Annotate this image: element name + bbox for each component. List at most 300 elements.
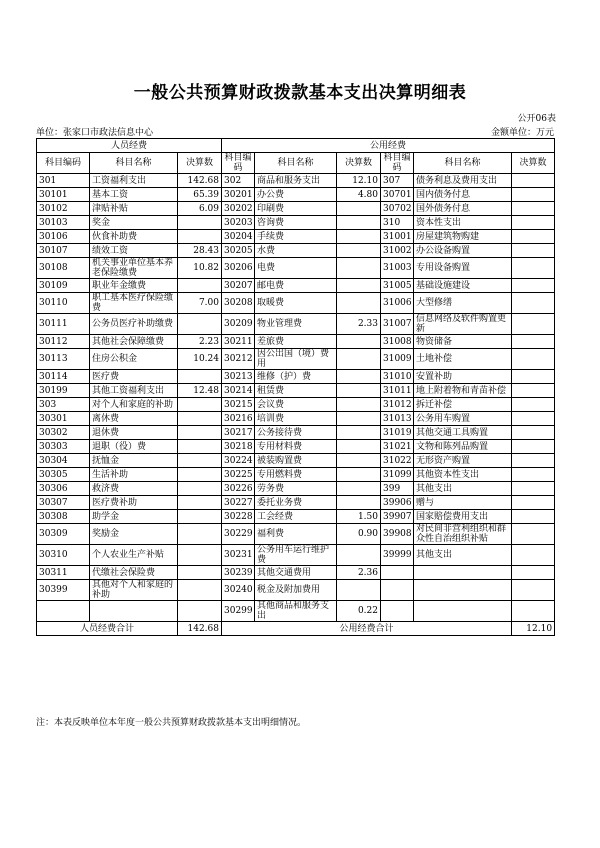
cell-code: 30106 <box>37 230 90 244</box>
cell-amount <box>337 545 381 566</box>
cell-name: 地上附着物和青苗补偿 <box>414 384 512 398</box>
cell-code: 31002 <box>381 244 414 258</box>
cell-code: 30114 <box>37 370 90 384</box>
cell-name: 专用设备购置 <box>414 258 512 279</box>
public-total-amount: 12.10 <box>512 622 555 636</box>
cell-name: 劳务费 <box>255 482 337 496</box>
cell-name: 基本工资 <box>90 188 178 202</box>
cell-amount: 2.33 <box>337 314 381 335</box>
cell-name: 其他交通工具购置 <box>414 426 512 440</box>
cell-name: 对民间非营利组织和群众性自治组织补贴 <box>414 524 512 545</box>
cell-name: 土地补偿 <box>414 349 512 370</box>
table-row <box>37 601 555 622</box>
column-header-code: 科目编码 <box>37 153 90 174</box>
cell-name: 伙食补助费 <box>90 230 178 244</box>
personnel-total-label: 人员经费合计 <box>37 622 178 636</box>
cell-code: 30213 <box>222 370 255 384</box>
cell-name: 医疗费补助 <box>90 496 178 510</box>
cell-name: 国外债务付息 <box>414 202 512 216</box>
table-row <box>37 545 555 566</box>
cell-code: 30702 <box>381 202 414 216</box>
table-row <box>37 468 555 482</box>
personnel-header: 人员经费 <box>37 139 222 153</box>
cell-code: 31005 <box>381 279 414 293</box>
cell-amount <box>178 314 222 335</box>
table-row <box>37 349 555 370</box>
cell-amount <box>178 370 222 384</box>
public-total-label: 公用经费合计 <box>222 622 512 636</box>
cell-amount <box>337 216 381 230</box>
cell-amount <box>337 349 381 370</box>
cell-code: 31007 <box>381 314 414 335</box>
cell-amount: 1.50 <box>337 510 381 524</box>
cell-name: 工资福利支出 <box>90 174 178 188</box>
cell-amount: 7.00 <box>178 293 222 314</box>
cell-code: 31009 <box>381 349 414 370</box>
cell-amount <box>512 335 555 349</box>
cell-amount <box>337 468 381 482</box>
cell-code: 30306 <box>37 482 90 496</box>
cell-amount <box>178 279 222 293</box>
cell-name: 公务用车购置 <box>414 412 512 426</box>
cell-name: 职业年金缴费 <box>90 279 178 293</box>
cell-name <box>90 601 178 622</box>
cell-code: 30216 <box>222 412 255 426</box>
cell-code: 31013 <box>381 412 414 426</box>
cell-name: 手续费 <box>255 230 337 244</box>
cell-name: 专用材料费 <box>255 440 337 454</box>
table-body <box>37 174 555 622</box>
cell-code: 30311 <box>37 566 90 580</box>
cell-amount: 142.68 <box>178 174 222 188</box>
cell-code: 30218 <box>222 440 255 454</box>
cell-code: 30305 <box>37 468 90 482</box>
cell-code: 30101 <box>37 188 90 202</box>
cell-code: 399 <box>381 482 414 496</box>
cell-name: 公务接待费 <box>255 426 337 440</box>
cell-name: 无形资产购置 <box>414 454 512 468</box>
cell-code: 30304 <box>37 454 90 468</box>
table-row <box>37 454 555 468</box>
table-row <box>37 279 555 293</box>
cell-code: 30229 <box>222 524 255 545</box>
cell-amount <box>178 440 222 454</box>
cell-amount <box>512 454 555 468</box>
cell-name: 因公出国（境）费用 <box>255 349 337 370</box>
cell-amount <box>512 244 555 258</box>
cell-amount <box>178 412 222 426</box>
column-header-name: 科目名称 <box>90 153 178 174</box>
cell-code: 30199 <box>37 384 90 398</box>
cell-code: 30203 <box>222 216 255 230</box>
cell-code: 31019 <box>381 426 414 440</box>
cell-name: 文物和陈列品购置 <box>414 440 512 454</box>
cell-name: 其他工资福利支出 <box>90 384 178 398</box>
table-row <box>37 440 555 454</box>
cell-code: 303 <box>37 398 90 412</box>
column-header-code: 科目编码 <box>381 153 414 174</box>
cell-name: 赠与 <box>414 496 512 510</box>
cell-amount <box>178 454 222 468</box>
cell-name: 其他资本性支出 <box>414 468 512 482</box>
cell-amount <box>337 370 381 384</box>
cell-code: 30299 <box>222 601 255 622</box>
cell-code: 30201 <box>222 188 255 202</box>
cell-code: 39999 <box>381 545 414 566</box>
cell-amount <box>337 398 381 412</box>
cell-name: 租赁费 <box>255 384 337 398</box>
unit-label: 单位：张家口市政法信息中心 <box>36 128 154 138</box>
cell-amount <box>178 468 222 482</box>
table-row <box>37 314 555 335</box>
cell-amount <box>337 258 381 279</box>
cell-name: 差旅费 <box>255 335 337 349</box>
cell-amount <box>337 202 381 216</box>
cell-amount <box>337 293 381 314</box>
cell-name: 机关事业单位基本养老保险缴费 <box>90 258 178 279</box>
cell-code: 30399 <box>37 580 90 601</box>
cell-amount <box>512 510 555 524</box>
cell-name: 资本性支出 <box>414 216 512 230</box>
cell-name: 税金及附加费用 <box>255 580 337 601</box>
cell-name: 其他支出 <box>414 482 512 496</box>
cell-name: 基础设施建设 <box>414 279 512 293</box>
table-row <box>37 524 555 545</box>
cell-amount <box>512 545 555 566</box>
cell-name: 印刷费 <box>255 202 337 216</box>
cell-code: 30209 <box>222 314 255 335</box>
column-header-name: 科目名称 <box>255 153 337 174</box>
cell-amount <box>512 279 555 293</box>
column-header-amount: 决算数 <box>512 153 555 174</box>
cell-amount <box>178 398 222 412</box>
cell-amount: 10.82 <box>178 258 222 279</box>
cell-name: 生活补助 <box>90 468 178 482</box>
cell-name: 大型修缮 <box>414 293 512 314</box>
cell-amount <box>512 258 555 279</box>
cell-code: 31011 <box>381 384 414 398</box>
cell-name: 专用燃料费 <box>255 468 337 482</box>
cell-name: 商品和服务支出 <box>255 174 337 188</box>
cell-code: 30217 <box>222 426 255 440</box>
cell-amount <box>512 384 555 398</box>
cell-code: 30102 <box>37 202 90 216</box>
cell-code: 30208 <box>222 293 255 314</box>
cell-code: 30215 <box>222 398 255 412</box>
table-row <box>37 496 555 510</box>
cell-name: 其他社会保障缴费 <box>90 335 178 349</box>
cell-amount: 6.09 <box>178 202 222 216</box>
cell-code: 30108 <box>37 258 90 279</box>
cell-name: 奖金 <box>90 216 178 230</box>
cell-amount <box>512 293 555 314</box>
cell-name: 安置补助 <box>414 370 512 384</box>
cell-amount <box>337 426 381 440</box>
expenditure-detail-table <box>36 138 555 636</box>
cell-name: 职工基本医疗保险缴费 <box>90 293 178 314</box>
cell-amount <box>512 202 555 216</box>
cell-name: 咨询费 <box>255 216 337 230</box>
cell-name: 取暖费 <box>255 293 337 314</box>
cell-name: 国家赔偿费用支出 <box>414 510 512 524</box>
personnel-total-amount: 142.68 <box>178 622 222 636</box>
cell-amount: 2.23 <box>178 335 222 349</box>
cell-code: 30107 <box>37 244 90 258</box>
cell-name: 对个人和家庭的补助 <box>90 398 178 412</box>
cell-code: 30110 <box>37 293 90 314</box>
cell-name: 医疗费 <box>90 370 178 384</box>
cell-amount <box>178 496 222 510</box>
cell-amount <box>178 482 222 496</box>
cell-amount <box>512 440 555 454</box>
table-row <box>37 510 555 524</box>
cell-code: 30301 <box>37 412 90 426</box>
cell-name: 公务员医疗补助缴费 <box>90 314 178 335</box>
cell-amount <box>337 244 381 258</box>
cell-code: 302 <box>222 174 255 188</box>
cell-amount <box>178 580 222 601</box>
cell-code: 30309 <box>37 524 90 545</box>
table-row <box>37 216 555 230</box>
cell-amount <box>178 566 222 580</box>
cell-amount <box>512 174 555 188</box>
cell-code: 30308 <box>37 510 90 524</box>
table-row <box>37 370 555 384</box>
cell-code: 30204 <box>222 230 255 244</box>
column-header-amount: 决算数 <box>178 153 222 174</box>
cell-name: 工会经费 <box>255 510 337 524</box>
cell-amount: 65.39 <box>178 188 222 202</box>
cell-name: 绩效工资 <box>90 244 178 258</box>
table-row <box>37 398 555 412</box>
cell-amount: 10.24 <box>178 349 222 370</box>
cell-amount <box>337 454 381 468</box>
cell-name: 拆迁补偿 <box>414 398 512 412</box>
cell-amount <box>512 524 555 545</box>
cell-code: 30103 <box>37 216 90 230</box>
cell-amount <box>337 335 381 349</box>
table-row <box>37 482 555 496</box>
cell-code <box>381 601 414 622</box>
cell-amount <box>337 412 381 426</box>
cell-code: 30307 <box>37 496 90 510</box>
cell-amount <box>337 279 381 293</box>
cell-amount <box>178 510 222 524</box>
cell-name: 福利费 <box>255 524 337 545</box>
cell-code: 31006 <box>381 293 414 314</box>
cell-code: 30202 <box>222 202 255 216</box>
public-header: 公用经费 <box>222 139 555 153</box>
cell-amount: 28.43 <box>178 244 222 258</box>
cell-code: 30310 <box>37 545 90 566</box>
cell-amount: 12.48 <box>178 384 222 398</box>
cell-amount <box>512 370 555 384</box>
cell-name: 助学金 <box>90 510 178 524</box>
cell-code: 30109 <box>37 279 90 293</box>
form-number: 公开06表 <box>517 114 556 124</box>
cell-amount <box>337 384 381 398</box>
cell-amount <box>337 580 381 601</box>
cell-name <box>414 580 512 601</box>
cell-amount <box>178 426 222 440</box>
cell-code: 30227 <box>222 496 255 510</box>
cell-amount <box>337 496 381 510</box>
cell-amount <box>512 566 555 580</box>
cell-code: 31003 <box>381 258 414 279</box>
table-row <box>37 412 555 426</box>
cell-name: 其他商品和服务支出 <box>255 601 337 622</box>
cell-name: 房屋建筑物购建 <box>414 230 512 244</box>
cell-amount <box>178 601 222 622</box>
cell-code: 30239 <box>222 566 255 580</box>
cell-amount <box>337 230 381 244</box>
cell-code: 30701 <box>381 188 414 202</box>
cell-amount <box>512 230 555 244</box>
cell-code: 31012 <box>381 398 414 412</box>
cell-amount <box>178 545 222 566</box>
cell-name: 其他对个人和家庭的补助 <box>90 580 178 601</box>
cell-name: 其他交通费用 <box>255 566 337 580</box>
cell-name: 退休费 <box>90 426 178 440</box>
cell-code: 30240 <box>222 580 255 601</box>
cell-name: 救济费 <box>90 482 178 496</box>
cell-name: 水费 <box>255 244 337 258</box>
cell-name: 津贴补贴 <box>90 202 178 216</box>
cell-code: 30111 <box>37 314 90 335</box>
cell-code: 301 <box>37 174 90 188</box>
table-row <box>37 293 555 314</box>
cell-name: 信息网络及软件购置更新 <box>414 314 512 335</box>
cell-name: 办公设备购置 <box>414 244 512 258</box>
cell-amount <box>178 230 222 244</box>
cell-code: 30214 <box>222 384 255 398</box>
cell-code: 310 <box>381 216 414 230</box>
cell-code: 30211 <box>222 335 255 349</box>
cell-code: 30206 <box>222 258 255 279</box>
cell-name: 个人农业生产补贴 <box>90 545 178 566</box>
cell-code: 30225 <box>222 468 255 482</box>
cell-code: 30303 <box>37 440 90 454</box>
table-row <box>37 384 555 398</box>
cell-name: 物业管理费 <box>255 314 337 335</box>
cell-name: 抚恤金 <box>90 454 178 468</box>
cell-amount <box>512 482 555 496</box>
cell-name: 会议费 <box>255 398 337 412</box>
cell-code: 31008 <box>381 335 414 349</box>
cell-name: 住房公积金 <box>90 349 178 370</box>
cell-amount <box>178 524 222 545</box>
cell-code: 39908 <box>381 524 414 545</box>
cell-amount <box>178 216 222 230</box>
cell-name: 其他支出 <box>414 545 512 566</box>
cell-name: 办公费 <box>255 188 337 202</box>
cell-amount: 4.80 <box>337 188 381 202</box>
cell-code: 31010 <box>381 370 414 384</box>
cell-name: 退职（役）费 <box>90 440 178 454</box>
cell-name: 离休费 <box>90 412 178 426</box>
cell-code: 31021 <box>381 440 414 454</box>
cell-name: 被装购置费 <box>255 454 337 468</box>
cell-name: 国内债务付息 <box>414 188 512 202</box>
cell-amount <box>337 440 381 454</box>
cell-code: 30113 <box>37 349 90 370</box>
cell-code: 30212 <box>222 349 255 370</box>
cell-code: 30228 <box>222 510 255 524</box>
cell-amount: 2.36 <box>337 566 381 580</box>
cell-code: 39907 <box>381 510 414 524</box>
cell-amount <box>512 349 555 370</box>
cell-name: 培训费 <box>255 412 337 426</box>
cell-amount <box>337 482 381 496</box>
cell-code: 30224 <box>222 454 255 468</box>
cell-code <box>381 580 414 601</box>
cell-name: 公务用车运行维护费 <box>255 545 337 566</box>
footnote: 注：本表反映单位本年度一般公共预算财政拨款基本支出明细情况。 <box>36 718 307 728</box>
cell-name: 电费 <box>255 258 337 279</box>
cell-amount <box>512 188 555 202</box>
cell-code <box>381 566 414 580</box>
table-row <box>37 580 555 601</box>
cell-code: 31001 <box>381 230 414 244</box>
column-header-amount: 决算数 <box>337 153 381 174</box>
cell-code: 307 <box>381 174 414 188</box>
cell-amount: 0.22 <box>337 601 381 622</box>
table-row <box>37 230 555 244</box>
cell-amount: 0.90 <box>337 524 381 545</box>
table-row <box>37 202 555 216</box>
cell-code: 30207 <box>222 279 255 293</box>
cell-name <box>414 566 512 580</box>
page-title: 一般公共预算财政拨款基本支出决算明细表 <box>133 83 467 103</box>
cell-amount <box>512 601 555 622</box>
cell-name: 邮电费 <box>255 279 337 293</box>
cell-name: 奖励金 <box>90 524 178 545</box>
money-unit-label: 金额单位：万元 <box>490 128 554 138</box>
cell-amount: 12.10 <box>337 174 381 188</box>
table-row <box>37 258 555 279</box>
cell-name: 债务利息及费用支出 <box>414 174 512 188</box>
cell-amount <box>512 412 555 426</box>
cell-amount <box>512 468 555 482</box>
cell-name: 物资储备 <box>414 335 512 349</box>
cell-code: 30226 <box>222 482 255 496</box>
cell-code: 31099 <box>381 468 414 482</box>
cell-amount <box>512 314 555 335</box>
table-row <box>37 244 555 258</box>
table-row <box>37 426 555 440</box>
cell-name: 代缴社会保险费 <box>90 566 178 580</box>
cell-code: 30302 <box>37 426 90 440</box>
cell-code: 30112 <box>37 335 90 349</box>
cell-code <box>37 601 90 622</box>
cell-amount <box>512 496 555 510</box>
table-row <box>37 335 555 349</box>
cell-name <box>414 601 512 622</box>
table-row <box>37 174 555 188</box>
table-row <box>37 566 555 580</box>
cell-amount <box>512 216 555 230</box>
cell-code: 31022 <box>381 454 414 468</box>
cell-code: 30205 <box>222 244 255 258</box>
cell-code: 30231 <box>222 545 255 566</box>
cell-name: 委托业务费 <box>255 496 337 510</box>
column-header-code: 科目编码 <box>222 153 255 174</box>
cell-amount <box>512 426 555 440</box>
cell-name: 维修（护）费 <box>255 370 337 384</box>
table-row <box>37 188 555 202</box>
cell-amount <box>512 580 555 601</box>
cell-amount <box>512 398 555 412</box>
